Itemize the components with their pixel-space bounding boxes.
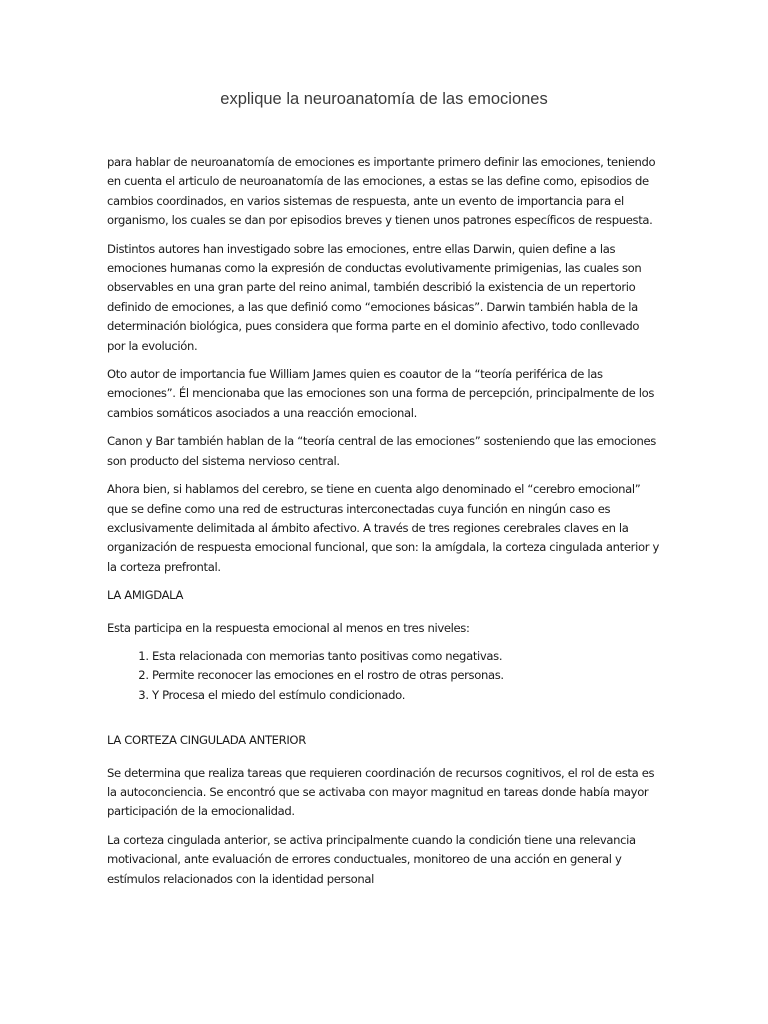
corteza-paragraph-2: La corteza cingulada anterior, se activa principalmente cuando la condición tiene una relevancia motivacional, ante evaluación de errores conductuales, monitoreo de una acción en general y estímulos relacionados con la identidad personal (107, 832, 636, 886)
paragraph-canon-bar: Canon y Bar también hablan de la “teoría central de las emociones” sosteniendo que las emociones son producto del sistema nervioso central. (107, 434, 656, 468)
amigdala-list (107, 647, 659, 705)
paragraph-cerebro-emocional: Ahora bien, si hablamos del cerebro, se tiene en cuenta algo denominado el “cerebro emocional” que se define como una red de estructuras interconectadas cuya función en ningún caso es exclusivamente delimitada al ámbito afectivo. A través de tres regiones cerebrales claves en la organización de respuesta emocional funcional, que son: la amígdala, la corteza cingulada anterior y la corteza prefrontal. (107, 482, 659, 574)
corteza-paragraph-1: Se determina que realiza tareas que requieren coordinación de recursos cognitivos, el rol de esta es la autoconciencia. Se encontró que se activaba con mayor magnitud en tareas donde había mayor participación de la emocionalidad. (107, 765, 655, 819)
list-item: 1. Esta relacionada con memorias tanto positivas como negativas. (152, 647, 659, 666)
section-heading-amigdala: LA AMIGDALA (107, 588, 184, 603)
paragraph-james: Oto autor de importancia fue William James quien es coautor de la “teoría periférica de las emociones”. Él mencionaba que las emociones son una forma de percepción, principalmente de los cambios somáticos asociados a una reacción emocional. (107, 367, 655, 420)
document-title: explique la neuroanatomía de las emociones (220, 90, 548, 108)
amigdala-intro: Esta participa en la respuesta emocional al menos en tres niveles: (107, 620, 470, 635)
paragraph-intro: para hablar de neuroanatomía de emociones es importante primero definir las emociones, teniendo en cuenta el articulo de neuroanatomía de las emociones, a estas se las define como, episodios de cambios coordinados, en varios sistemas de respuesta, ante un evento de importancia para el organismo, los cuales se dan por episodios breves y tienen unos patrones específicos de respuesta. (107, 155, 656, 228)
list-item: 3. Y Procesa el miedo del estímulo condicionado. (152, 686, 659, 705)
list-item: 2. Permite reconocer las emociones en el rostro de otras personas. (152, 666, 659, 685)
document-body (107, 153, 659, 898)
section-heading-corteza: LA CORTEZA CINGULADA ANTERIOR (107, 733, 306, 748)
paragraph-darwin: Distintos autores han investigado sobre las emociones, entre ellas Darwin, quien define a las emociones humanas como la expresión de conductas evolutivamente primigenias, las cuales son observables en una gran parte del reino animal, también describió la existencia de un repertorio definido de emociones, a las que definió como “emociones básicas”. Darwin también habla de la determinación biológica, pues considera que forma parte en el dominio afectivo, todo conllevado por la evolución. (107, 241, 642, 353)
